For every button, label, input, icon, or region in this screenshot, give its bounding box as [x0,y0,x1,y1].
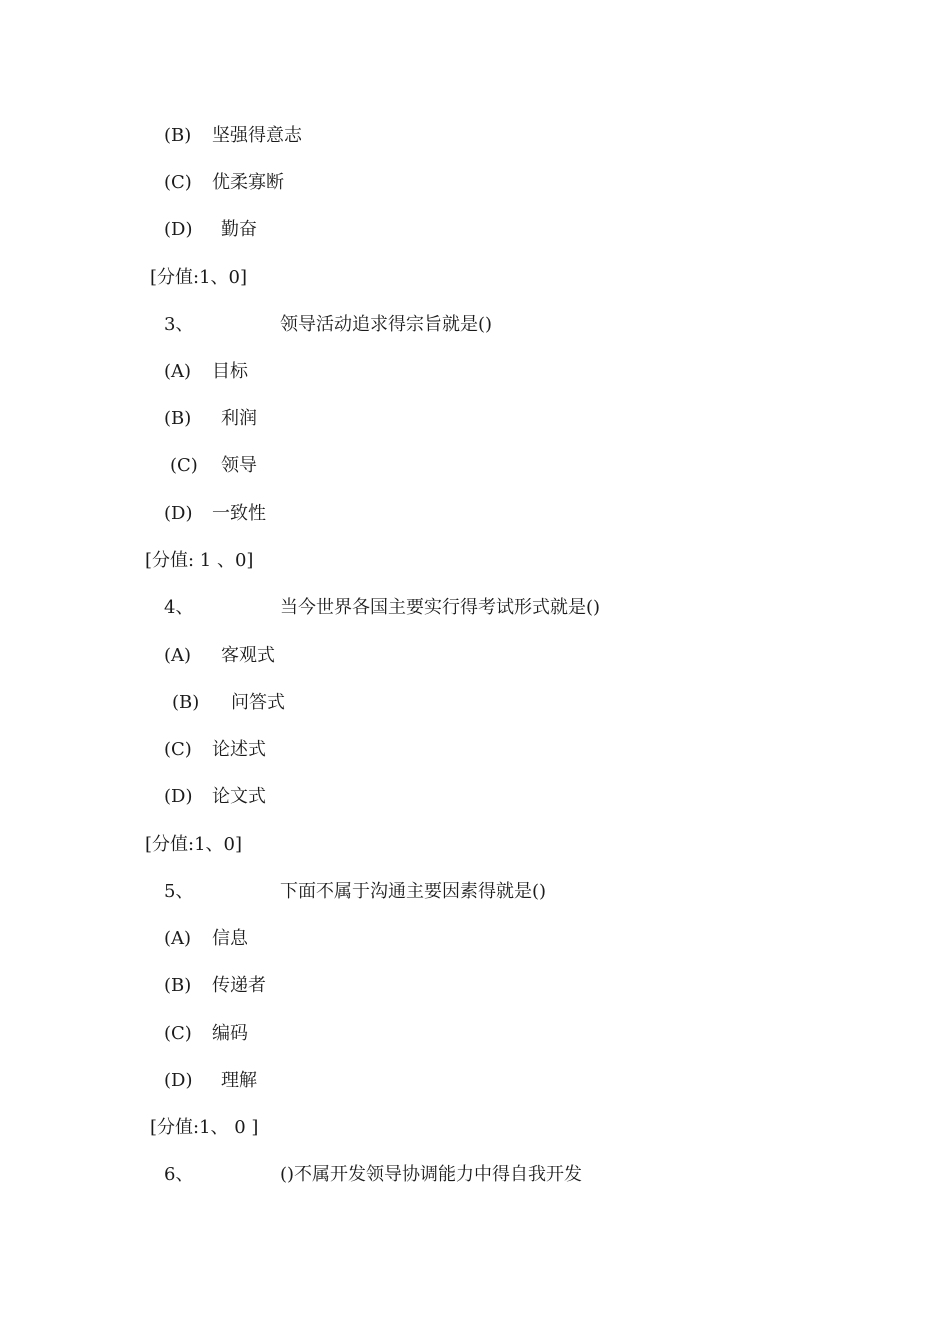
question-number: 3、 [164,314,194,335]
question-stem: 下面不属于沟通主要因素得就是() [280,881,547,902]
option-text: 一致性 [212,503,266,524]
option-text: 论述式 [212,739,266,760]
option-row [0,217,950,243]
option-row [0,784,950,810]
option-letter: (B) [172,692,200,713]
question-number: 4、 [164,597,194,618]
option-text: 利润 [221,408,257,429]
option-row [0,453,950,479]
option-text: 信息 [212,928,248,949]
question-row [0,595,950,621]
option-text: 传递者 [212,975,266,996]
option-row [0,926,950,952]
option-row [0,1068,950,1094]
question-stem: 领导活动追求得宗旨就是() [280,314,493,335]
option-letter: (D) [164,503,193,524]
option-text: 领导 [221,455,257,476]
option-letter: (C) [164,172,192,193]
option-letter: (C) [170,455,198,476]
option-letter: (B) [164,125,192,146]
option-letter: (D) [164,219,193,240]
option-text: 问答式 [231,692,285,713]
question-number: 6、 [164,1164,194,1185]
option-text: 论文式 [212,786,266,807]
option-letter: (C) [164,739,192,760]
option-letter: (C) [164,1023,192,1044]
score-label: [分值:1、0] [150,267,248,288]
option-row [0,501,950,527]
question-row [0,879,950,905]
option-row [0,973,950,999]
option-letter: (A) [164,361,192,382]
option-text: 编码 [212,1023,248,1044]
option-text: 优柔寡断 [212,172,284,193]
score-label: [分值: 1 、0] [145,550,254,571]
option-letter: (A) [164,928,192,949]
option-text: 勤奋 [221,219,257,240]
score-label: [分值:1、 0 ] [150,1117,259,1138]
option-letter: (A) [164,645,192,666]
question-row [0,1162,950,1188]
option-letter: (D) [164,786,193,807]
option-letter: (B) [164,975,192,996]
option-row [0,359,950,385]
option-letter: (D) [164,1070,193,1091]
option-row [0,643,950,669]
option-text: 客观式 [221,645,275,666]
option-row [0,123,950,149]
option-row [0,737,950,763]
option-letter: (B) [164,408,192,429]
question-number: 5、 [164,881,194,902]
option-text: 理解 [221,1070,257,1091]
option-row [0,690,950,716]
option-row [0,170,950,196]
option-text: 坚强得意志 [212,125,302,146]
option-row [0,406,950,432]
score-label: [分值:1、0] [145,834,243,855]
option-text: 目标 [212,361,248,382]
question-stem: 当今世界各国主要实行得考试形式就是() [280,597,601,618]
question-stem: ()不属开发领导协调能力中得自我开发 [280,1164,583,1185]
option-row [0,1021,950,1047]
question-row [0,312,950,338]
